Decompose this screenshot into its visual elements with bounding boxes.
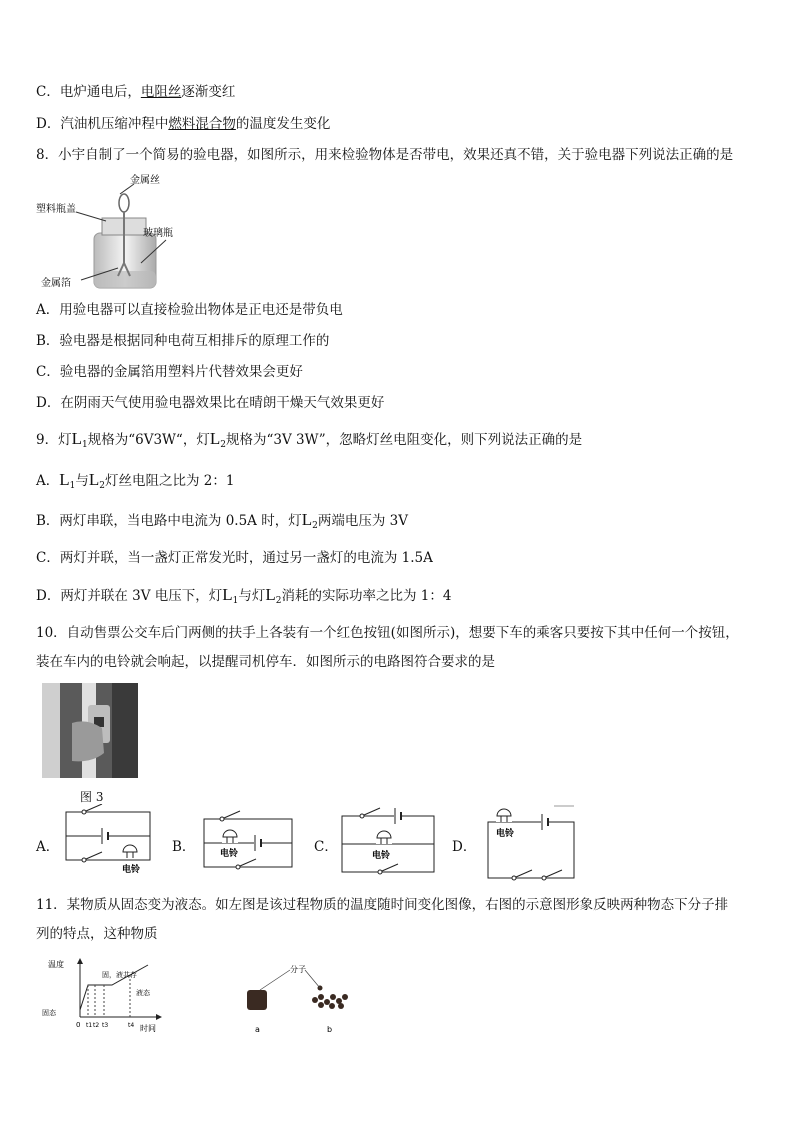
bell-icon bbox=[222, 830, 238, 843]
y-label: 温度 bbox=[48, 960, 64, 969]
q8-option-c: C．验电器的金属箔用塑料片代替效果会更好 bbox=[36, 364, 303, 380]
tick-t1: t1 bbox=[86, 1022, 93, 1029]
solid-molecules bbox=[247, 990, 267, 1010]
circuit-option-label-a: A． bbox=[36, 839, 60, 855]
tick-t3: t3 bbox=[102, 1022, 109, 1029]
q9-option-a: A．$L_1$与$L_2$灯丝电阻之比为 2：1 bbox=[36, 470, 235, 491]
q11-stem-1: 11．某物质从固态变为液态。如左图是该过程物质的温度随时间变化图像，右图的示意图形象反映两种物态下分子排 bbox=[36, 897, 729, 913]
x-label: 时间 bbox=[140, 1024, 156, 1033]
label-wire: 金属丝 bbox=[130, 175, 160, 186]
molecule-diagram bbox=[235, 960, 355, 1035]
battery-icon bbox=[254, 835, 262, 851]
label-cap: 塑料瓶盖 bbox=[36, 204, 76, 215]
bell-icon bbox=[496, 809, 512, 822]
q8-option-b: B．验电器是根据同种电荷互相排斥的原理工作的 bbox=[36, 333, 330, 349]
bell-label: 电铃 bbox=[496, 829, 515, 839]
circuit-option-label-c: C． bbox=[314, 839, 338, 855]
circuit-diagram-b bbox=[200, 804, 298, 884]
circuit-diagram-a bbox=[64, 804, 154, 884]
bell-label: 电铃 bbox=[220, 849, 239, 859]
solid-label: 固态 bbox=[42, 1009, 56, 1017]
q10-stem-1: 10．自动售票公交车后门两侧的扶手上各装有一个红色按钮(如图所示)，想要下车的乘客只要按下其中任何一个按钮， bbox=[36, 625, 739, 641]
bell-icon bbox=[122, 845, 138, 858]
circuit-option-label-d: D． bbox=[452, 839, 477, 855]
bell-label: 电铃 bbox=[372, 851, 391, 861]
liquid-molecules bbox=[312, 986, 348, 1010]
molecule-label: 分子 bbox=[290, 965, 306, 974]
tick-t4: t4 bbox=[128, 1022, 135, 1029]
mixed-label: 固，液共存 bbox=[102, 971, 137, 979]
q9-option-b: B．两灯串联，当电路中电流为 0.5A 时，灯$L_2$两端电压为 3V bbox=[36, 510, 408, 531]
battery-icon bbox=[394, 808, 402, 824]
bus-button-photo bbox=[42, 683, 138, 778]
q7-option-c: C．电炉通电后，电阻丝逐渐变红 bbox=[36, 84, 236, 100]
photo-caption: 图 3 bbox=[80, 790, 104, 804]
label-bottle: 玻璃瓶 bbox=[143, 228, 173, 239]
tick-t2: t2 bbox=[93, 1022, 100, 1029]
battery-icon bbox=[101, 828, 109, 844]
q9-stem: 9．灯$L_1$规格为“6V3W“，灯$L_2$规格为“3V 3W”，忽略灯丝电阻变化，则下列说法正确的是 bbox=[36, 429, 583, 450]
q9-option-d: D．两灯并联在 3V 电压下，灯$L_1$与灯$L_2$消耗的实际功率之比为 1：4 bbox=[36, 585, 452, 606]
circuit-diagram-d bbox=[484, 804, 580, 884]
origin-label: 0 bbox=[76, 1021, 81, 1029]
battery-icon bbox=[541, 814, 549, 830]
label-foil: 金属箔 bbox=[41, 278, 71, 289]
label-b: b bbox=[327, 1025, 333, 1034]
q11-stem-2: 列的特点，这种物质 bbox=[36, 926, 158, 942]
q7-option-d: D．汽油机压缩冲程中燃料混合物的温度发生变化 bbox=[36, 116, 331, 132]
label-a: a bbox=[255, 1025, 260, 1034]
q10-stem-2: 装在车内的电铃就会响起，以提醒司机停车．如图所示的电路图符合要求的是 bbox=[36, 654, 495, 670]
q8-option-d: D．在阴雨天气使用验电器效果比在晴朗干燥天气效果更好 bbox=[36, 395, 385, 411]
electroscope-figure bbox=[36, 168, 196, 293]
q8-stem: 8．小宇自制了一个简易的验电器，如图所示，用来检验物体是否带电，效果还真不错，关于验电器下列说法正确的是 bbox=[36, 147, 734, 163]
circuit-diagram-c bbox=[340, 804, 440, 884]
bell-icon bbox=[376, 831, 392, 844]
q8-option-a: A．用验电器可以直接检验出物体是正电还是带负电 bbox=[36, 302, 343, 318]
q9-option-c: C．两灯并联，当一盏灯正常发光时，通过另一盏灯的电流为 1.5A bbox=[36, 550, 433, 566]
liquid-label: 液态 bbox=[136, 989, 150, 997]
circuit-option-label-b: B． bbox=[172, 839, 196, 855]
temperature-time-graph bbox=[40, 955, 170, 1035]
bell-label: 电铃 bbox=[122, 865, 141, 875]
